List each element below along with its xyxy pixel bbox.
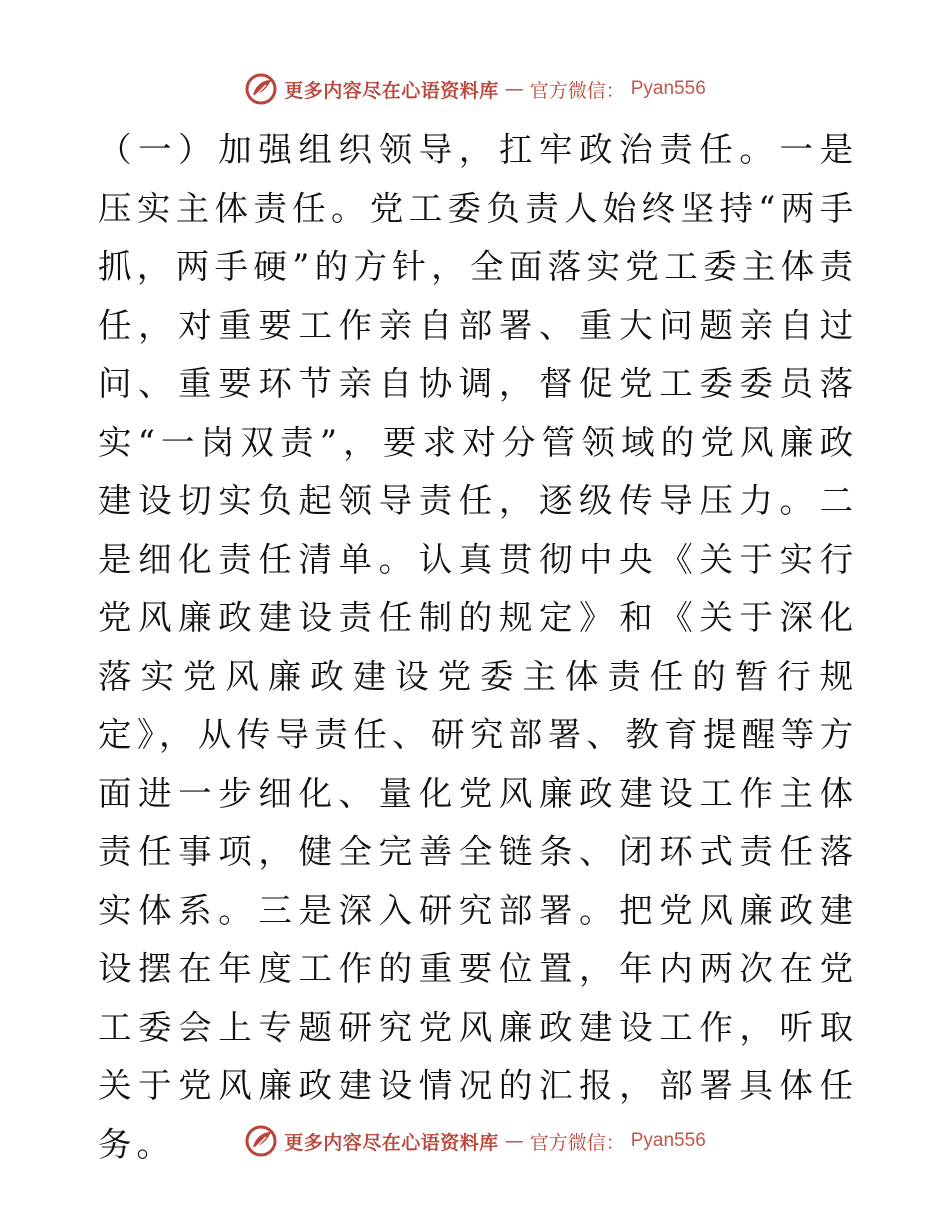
watermark-wechat-id: Pyan556 xyxy=(630,1130,706,1151)
watermark-separator: — xyxy=(504,1130,524,1152)
watermark-wechat-id: Pyan556 xyxy=(630,78,706,99)
leaf-seal-icon xyxy=(244,1124,278,1158)
body-paragraph: （一）加强组织领导，扛牢政治责任。一是压实主体责任。党工委负责人始终坚持“两手抓，两手硬”的方针，全面落实党工委主体责任，对重要工作亲自部署、重大问题亲自过问、重要环节亲自协调，督促党工委委员落实“一岗双责”，要求对分管领域的党风廉政建设切实负起领导责任，逐级传导压力。二是细化责任清单。认真贯彻中央《关于实行党风廉政建设责任制的规定》和《关于深化落实党风廉政建设党委主体责任的暂行规定》，从传导责任、研究部署、教育提醒等方面进一步细化、量化党风廉政建设工作主体责任事项，健全完善全链条、闭环式责任落实体系。三是深入研究部署。把党风廉政建设摆在年度工作的重要位置，年内两次在党工委会上专题研究党风廉政建设工作，听取关于党风廉政建设情况的汇报，部署具体任务。 xyxy=(98,130,858,1164)
watermark-label: 官方微信： xyxy=(529,79,625,102)
header-watermark xyxy=(0,72,950,106)
leaf-seal-icon xyxy=(244,72,278,106)
watermark-brand: 更多内容尽在心语资料库 xyxy=(284,1131,499,1154)
footer-watermark xyxy=(0,1124,950,1158)
watermark-separator: — xyxy=(504,78,524,100)
watermark-label: 官方微信： xyxy=(529,1131,625,1154)
watermark-brand: 更多内容尽在心语资料库 xyxy=(284,79,499,102)
